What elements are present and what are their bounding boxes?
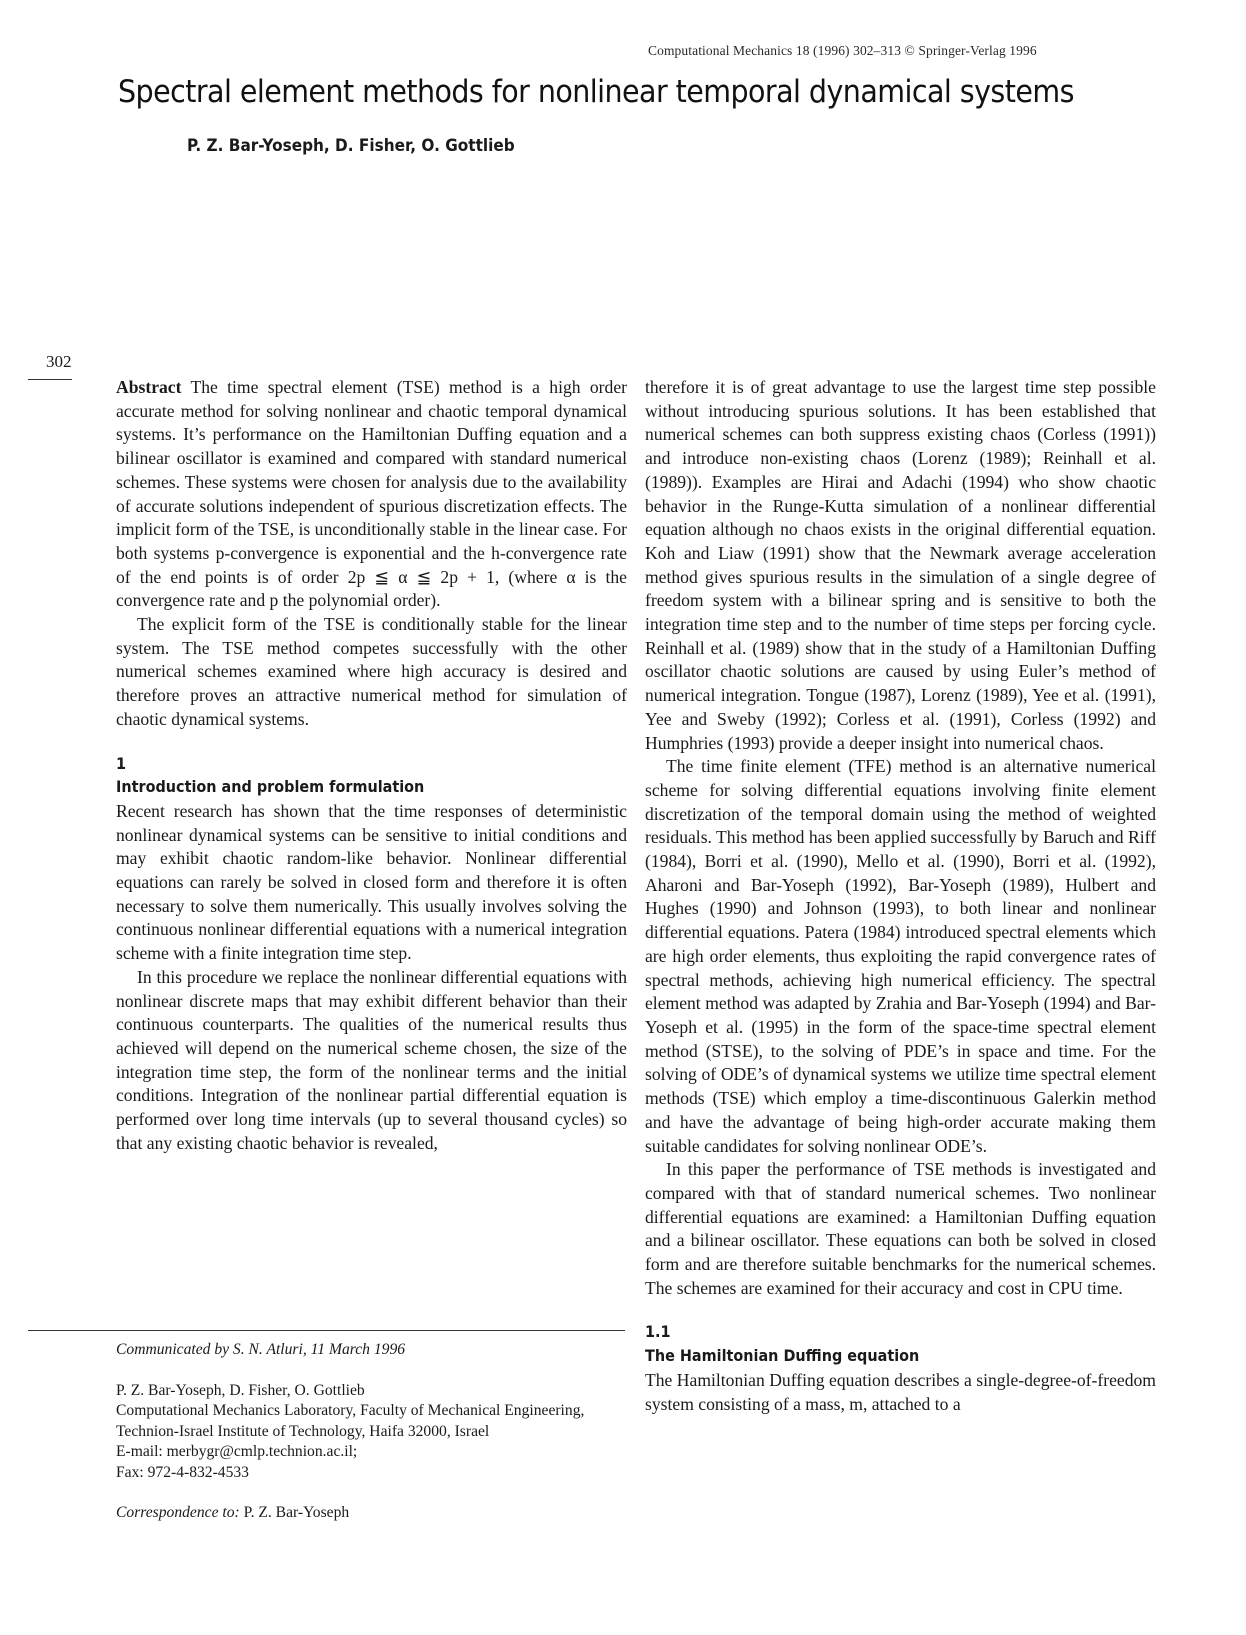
footnote-email[interactable]: E-mail: merbygr@cmlp.technion.ac.il; bbox=[116, 1443, 358, 1460]
page-number: 302 bbox=[46, 352, 72, 371]
paper-title: Spectral element methods for nonlinear temporal dynamical systems bbox=[118, 74, 1074, 110]
section-1-1-number: 1.1 bbox=[645, 1322, 671, 1342]
duffing-paragraph-1: The Hamiltonian Duffing equation describes a single-degree-of-freedom system consisting of a mass, m, attached to a bbox=[645, 1369, 1156, 1414]
intro-paragraph-4: In this paper the performance of TSE methods is investigated and compared with that of standard numerical schemes. Two nonlinear differential equations are examined: a Hamiltonian Duffing equation and a bilinear oscillator. These equations can both be solved in closed form and are therefore suitable benchmarks for the numerical schemes. The schemes are examined for their accuracy and cost in CPU time. bbox=[645, 1159, 1156, 1298]
intro-paragraph-2: In this procedure we replace the nonlinear differential equations with nonlinear discrete maps that may exhibit different behavior than their continuous counterparts. The qualities of the numerical results thus achieved will depend on the numerical scheme chosen, the size of the integration time step, the form of the nonlinear terms and the initial conditions. Integration of the nonlinear partial differential equation is performed over long time intervals (up to several thousand cycles) so that any existing chaotic behavior is revealed, bbox=[116, 966, 627, 1153]
abstract-paragraph-2: The explicit form of the TSE is conditionally stable for the linear system. The TSE method competes successfully with the other numerical schemes examined where high accuracy is desired and therefore proves an attractive numerical method for simulation of chaotic dynamical systems. bbox=[116, 614, 627, 729]
left-column bbox=[116, 376, 627, 1156]
footnote-authors: P. Z. Bar-Yoseph, D. Fisher, O. Gottlieb bbox=[116, 1381, 365, 1399]
section-1-heading: Introduction and problem formulation bbox=[116, 777, 425, 797]
intro-paragraph-3: The time finite element (TFE) method is an alternative numerical scheme for solving differential equations involving finite element discretization of the temporal domain using the method of weighted residuals. This method has been applied successfully by Baruch and Riff (1984), Borri et al. (1990), Mello et al. (1990), Borri et al. (1992), Aharoni and Bar-Yoseph (1992), Bar-Yoseph (1989), Hulbert and Hughes (1990) and Johnson (1993), to both linear and nonlinear differential equations. Patera (1984) introduced spectral elements which are high order elements, thus exploiting the rapid convergence rates of spectral methods, achieving high numerical efficiency. The spectral element method was adapted by Zrahia and Bar-Yoseph (1994) and Bar-Yoseph et al. (1995) in the form of the space-time spectral element method (STSE), to the solving of PDE’s in space and time. For the solving of ODE’s of dynamical systems we utilize time spectral element methods (TSE) which employ a time-discontinuous Galerkin method and have the advantage of being high-order accurate making them suitable candidates for solving nonlinear ODE’s. bbox=[645, 756, 1156, 1156]
correspondence-label: Correspondence to: bbox=[116, 1504, 240, 1521]
section-1-number: 1 bbox=[116, 753, 127, 773]
footnote-rule bbox=[28, 1330, 625, 1331]
journal-citation: Computational Mechanics 18 (1996) 302–313 © Springer-Verlag 1996 bbox=[648, 43, 1037, 58]
intro-paragraph-1: Recent research has shown that the time responses of deterministic nonlinear dynamical systems can be sensitive to initial conditions and may exhibit chaotic random-like behavior. Nonlinear differential equations can rarely be solved in closed form and therefore it is often necessary to solve them numerically. This usually involves solving the continuous nonlinear differential equations with a numerical integration scheme with a finite integration time step. bbox=[116, 800, 627, 964]
footnotes bbox=[116, 1340, 616, 1524]
paper-authors: P. Z. Bar-Yoseph, D. Fisher, O. Gottlieb bbox=[187, 136, 515, 156]
correspondence-name: P. Z. Bar-Yoseph bbox=[243, 1504, 350, 1521]
footnote-fax: Fax: 972-4-832-4533 bbox=[116, 1463, 249, 1481]
abstract-text-1: The time spectral element (TSE) method is a high order accurate method for solving nonlinear and chaotic temporal dynamical systems. It’s performance on the Hamiltonian Duffing equation and a bilinear oscillator is examined and compared with standard numerical schemes. These systems were chosen for analysis due to the availability of accurate solutions independent of spurious discretization effects. The implicit form of the TSE, is unconditionally stable in the linear case. For both systems p-convergence is exponential and the h-convergence rate of the end points is of order 2p ≦ α ≦ 2p + 1, (where α is the convergence rate and p the polynomial order). bbox=[116, 377, 627, 611]
abstract-paragraph-1 bbox=[116, 376, 627, 613]
abstract-label: Abstract bbox=[116, 377, 182, 397]
footnote-spacer bbox=[116, 1483, 616, 1503]
communicated-by: Communicated by S. N. Atluri, 11 March 1996 bbox=[116, 1341, 406, 1358]
right-column bbox=[645, 376, 1156, 1416]
footnote-correspondence bbox=[116, 1503, 616, 1524]
page-number-rule bbox=[28, 379, 72, 380]
intro-paragraph-2-continued: therefore it is of great advantage to use the largest time step possible without introducing spurious solutions. It has been established that numerical schemes can both suppress existing chaos (Corless (1991)) and introduce non-existing chaos (Lorenz (1989); Reinhall et al. (1989)). Examples are Hirai and Adachi (1994) who show chaotic behavior in the Runge-Kutta simulation of a nonlinear differential equation although no chaos exists in the original differential equation. Koh and Liaw (1991) show that the Newmark average acceleration method gives spurious results in the simulation of a single degree of freedom system with a bilinear spring and is sensitive to both the integration time step and to the number of time steps per forcing cycle. Reinhall et al. (1989) show that in the study of a Hamiltonian Duffing oscillator chaotic solutions are caused by using Euler’s method of numerical integration. Tongue (1987), Lorenz (1989), Yee et al. (1991), Yee and Sweby (1992); Corless et al. (1991), Corless (1992) and Humphries (1993) provide a deeper insight into numerical chaos. bbox=[645, 377, 1156, 753]
footnote-affiliation: Computational Mechanics Laboratory, Faculty of Mechanical Engineering, Technion-Israel Institute of Technology, Haifa 32000, Israel bbox=[116, 1402, 585, 1440]
section-1-1-heading: The Hamiltonian Duffing equation bbox=[645, 1346, 920, 1366]
